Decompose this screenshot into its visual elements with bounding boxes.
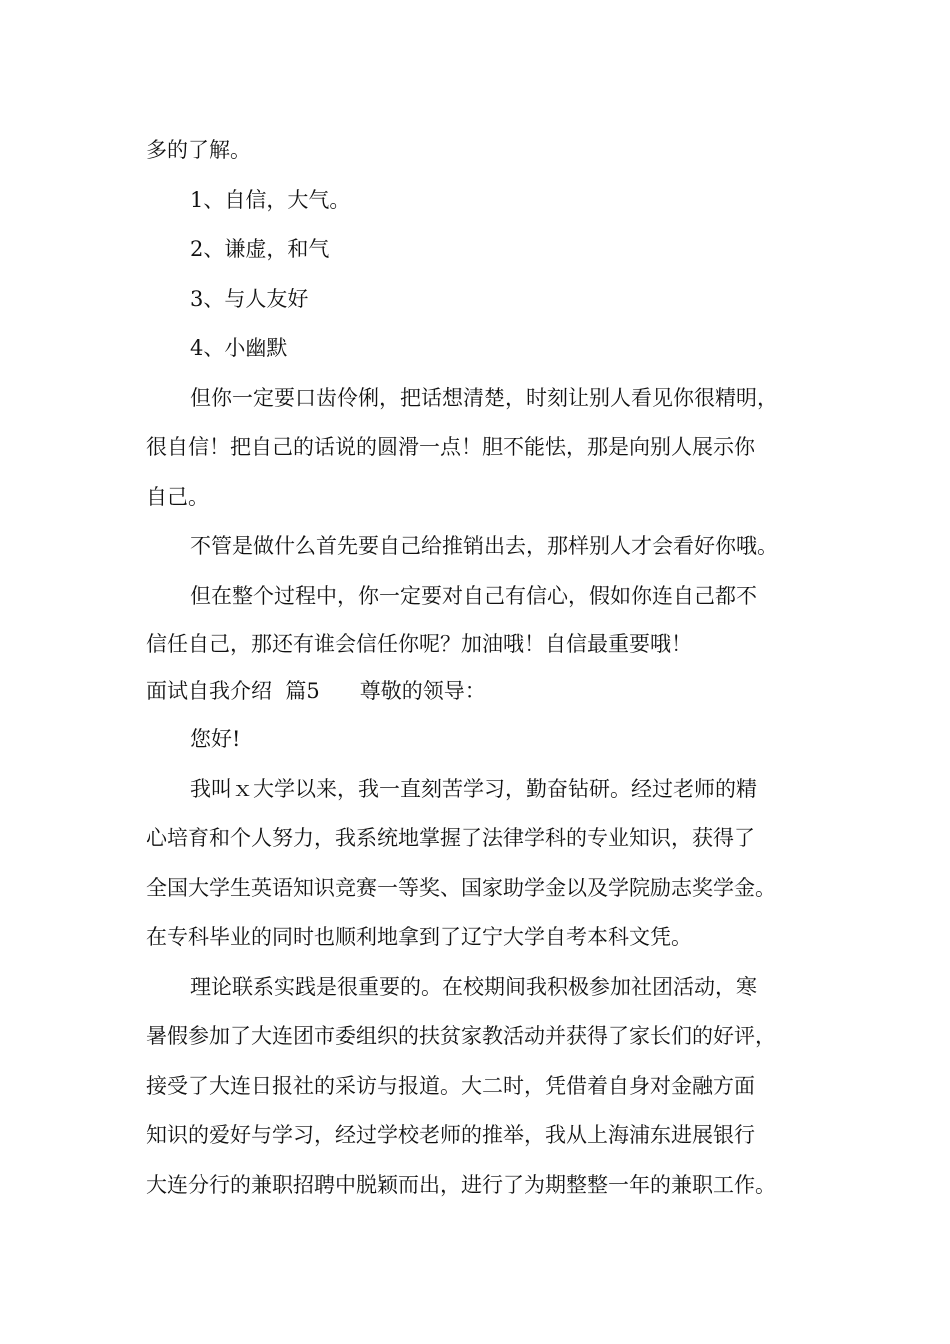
list-item-2: 2、谦虚，和气 xyxy=(190,237,330,261)
section-heading: 面试自我介绍 篇5 尊敬的领导： xyxy=(146,679,486,703)
paragraph-5-line-1: 理论联系实践是很重要的。在校期间我积极参加社团活动，寒 xyxy=(190,974,757,999)
paragraph-4-line-1: 我叫ｘ大学以来，我一直刻苦学习，勤奋钻研。经过老师的精 xyxy=(190,776,757,801)
paragraph-3-line-1: 但在整个过程中，你一定要对自己有信心，假如你连自己都不 xyxy=(190,583,757,608)
paragraph-3-line-2: 信任自己，那还有谁会信任你呢？加油哦！自信最重要哦！ xyxy=(146,632,692,656)
paragraph-5-line-5: 大连分行的兼职招聘中脱颖而出，进行了为期整整一年的兼职工作。 xyxy=(146,1172,776,1197)
paragraph-2-line-1: 不管是做什么首先要自己给推销出去，那样别人才会看好你哦。 xyxy=(190,534,778,558)
document-body xyxy=(146,126,826,1210)
paragraph-4-line-2: 心培育和个人努力，我系统地掌握了法律学科的专业知识，获得了 xyxy=(146,826,755,850)
paragraph-5-line-4: 知识的爱好与学习，经过学校老师的推举，我从上海浦东进展银行 xyxy=(146,1123,755,1147)
list-item-4: 4、小幽默 xyxy=(190,336,288,360)
text-line-1: 多的了解。 xyxy=(146,138,251,162)
list-item-1: 1、自信，大气。 xyxy=(190,187,351,212)
paragraph-4-line-3: 全国大学生英语知识竞赛一等奖、国家助学金以及学院励志奖学金。 xyxy=(146,875,776,900)
paragraph-5-line-2: 暑假参加了大连团市委组织的扶贫家教活动并获得了家长们的好评， xyxy=(146,1024,776,1048)
paragraph-5-line-3: 接受了大连日报社的采访与报道。大二时，凭借着自身对金融方面 xyxy=(146,1073,755,1098)
paragraph-1-line-2: 很自信！把自己的话说的圆滑一点！胆不能怯，那是向别人展示你 xyxy=(146,435,755,459)
greeting: 您好! xyxy=(190,727,241,751)
list-item-3: 3、与人友好 xyxy=(190,286,309,311)
paragraph-4-line-4: 在专科毕业的同时也顺利地拿到了辽宁大学自考本科文凭。 xyxy=(146,925,692,949)
paragraph-1-line-3: 自己。 xyxy=(146,484,209,509)
paragraph-1-line-1: 但你一定要口齿伶俐，把话想清楚，时刻让别人看见你很精明， xyxy=(190,385,778,410)
